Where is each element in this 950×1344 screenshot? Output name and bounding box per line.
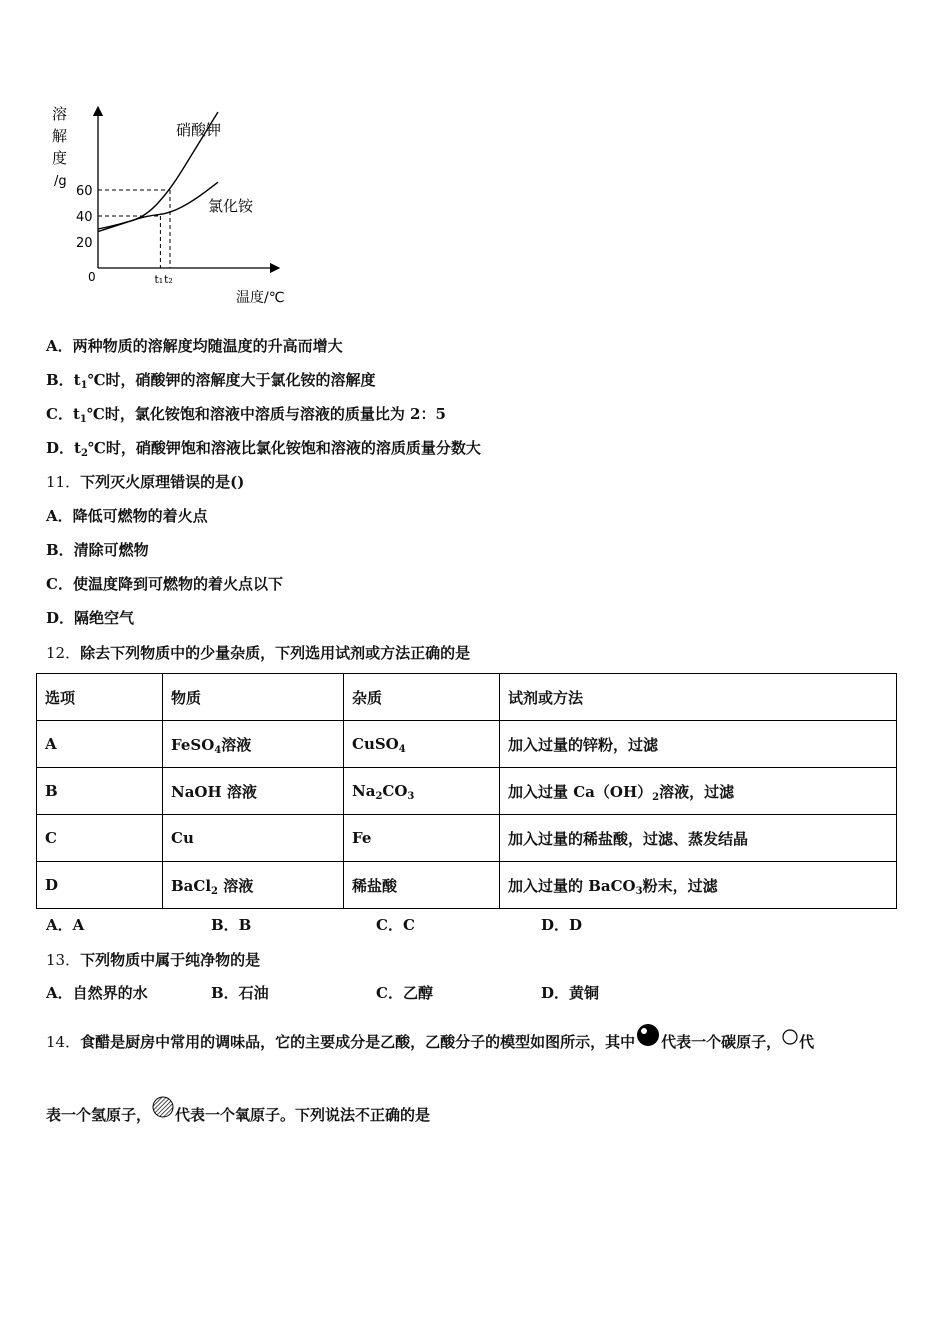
table-cell: 加入过量的 BaCO$_3$粉末，过滤 bbox=[500, 862, 897, 909]
q12-choice-b: B．B bbox=[211, 916, 252, 934]
q10-option-d: D．$t_2℃$时，硝酸钾饱和溶液比氯化铵饱和溶液的溶质质量分数大 bbox=[46, 439, 481, 459]
q13-choice-c: C．乙醇 bbox=[376, 984, 433, 1002]
x-tick-label: t₁ bbox=[154, 273, 164, 286]
table-cell: A bbox=[37, 721, 163, 768]
table-cell: 加入过量的稀盐酸，过滤、蒸发结晶 bbox=[500, 815, 897, 862]
y-axis-label-char: 溶 bbox=[52, 105, 68, 123]
q14-stem-line2: 表一个氢原子， 代表一个氧原子。下列说法不正确的是 bbox=[46, 1104, 430, 1128]
table-cell: D bbox=[37, 862, 163, 909]
y-tick-label: 40 bbox=[76, 210, 93, 225]
q12-stem: 12．除去下列物质中的少量杂质，下列选用试剂或方法正确的是 bbox=[46, 644, 471, 662]
table-cell: Cu bbox=[163, 815, 344, 862]
y-axis-label-char: /g bbox=[54, 174, 67, 189]
series-line-1 bbox=[98, 182, 218, 229]
origin-label: 0 bbox=[88, 270, 96, 284]
table-cell: B bbox=[37, 768, 163, 815]
oxygen-atom-icon bbox=[151, 1095, 175, 1119]
table-cell: BaCl$_2$ 溶液 bbox=[163, 862, 344, 909]
table-cell: 加入过量的锌粉，过滤 bbox=[500, 721, 897, 768]
table-cell: 加入过量 $Ca(OH)_2$溶液，过滤 bbox=[500, 768, 897, 815]
q11-option-b: B．清除可燃物 bbox=[46, 541, 149, 559]
q11-option-d: D．隔绝空气 bbox=[46, 609, 135, 627]
table-header: 杂质 bbox=[344, 674, 500, 721]
hydrogen-atom-icon bbox=[781, 1028, 799, 1046]
table-row bbox=[37, 768, 897, 815]
table-cell: FeSO$_4$溶液 bbox=[163, 721, 344, 768]
carbon-atom-icon bbox=[635, 1022, 661, 1048]
table-cell: CuSO$_4$ bbox=[344, 721, 500, 768]
y-tick-label: 60 bbox=[76, 184, 93, 199]
q12-choice-c: C．C bbox=[376, 916, 415, 934]
y-axis-label-char: 解 bbox=[52, 127, 68, 145]
table-cell: NaOH 溶液 bbox=[163, 768, 344, 815]
q11-stem: 11．下列灭火原理错误的是() bbox=[46, 473, 245, 491]
solubility-chart bbox=[40, 95, 300, 310]
q11-option-a: A．降低可燃物的着火点 bbox=[46, 507, 208, 525]
series-label-kno3: 硝酸钾 bbox=[176, 121, 222, 139]
q12-table bbox=[36, 673, 897, 909]
table-cell: 稀盐酸 bbox=[344, 862, 500, 909]
x-tick-label: t₂ bbox=[164, 273, 173, 286]
table-row bbox=[37, 862, 897, 909]
table-header: 物质 bbox=[163, 674, 344, 721]
q13-choice-d: D．黄铜 bbox=[541, 984, 600, 1002]
table-header-row bbox=[37, 674, 897, 721]
q13-choice-a: A．自然界的水 bbox=[46, 984, 148, 1002]
q12-choice-a: A．A bbox=[46, 916, 85, 934]
q11-option-c: C．使温度降到可燃物的着火点以下 bbox=[46, 575, 283, 593]
table-cell: C bbox=[37, 815, 163, 862]
y-axis-label-char: 度 bbox=[52, 149, 68, 167]
q13-stem: 13．下列物质中属于纯净物的是 bbox=[46, 951, 261, 969]
q12-choice-d: D．D bbox=[541, 916, 583, 934]
table-cell: $Na_2CO_3$ bbox=[344, 768, 500, 815]
q14-stem-line1: 14．食醋是厨房中常用的调味品，它的主要成分是乙酸，乙酸分子的模型如图所示，其中 代表一个碳原子， 代 bbox=[46, 1030, 814, 1056]
y-tick-label: 20 bbox=[76, 236, 93, 251]
q10-option-a: A．两种物质的溶解度均随温度的升高而增大 bbox=[46, 337, 343, 355]
q10-option-c: C．$t_1℃$时，氯化铵饱和溶液中溶质与溶液的质量比为 2：5 bbox=[46, 405, 446, 425]
table-cell: Fe bbox=[344, 815, 500, 862]
series-label-nh4cl: 氯化铵 bbox=[208, 197, 254, 215]
q10-option-b: B．$t_1℃$时，硝酸钾的溶解度大于氯化铵的溶解度 bbox=[46, 371, 376, 391]
table-header: 选项 bbox=[37, 674, 163, 721]
table-row bbox=[37, 721, 897, 768]
table-row bbox=[37, 815, 897, 862]
table-header: 试剂或方法 bbox=[500, 674, 897, 721]
x-axis-label: 温度/℃ bbox=[236, 290, 285, 306]
q13-choice-b: B．石油 bbox=[211, 984, 269, 1002]
